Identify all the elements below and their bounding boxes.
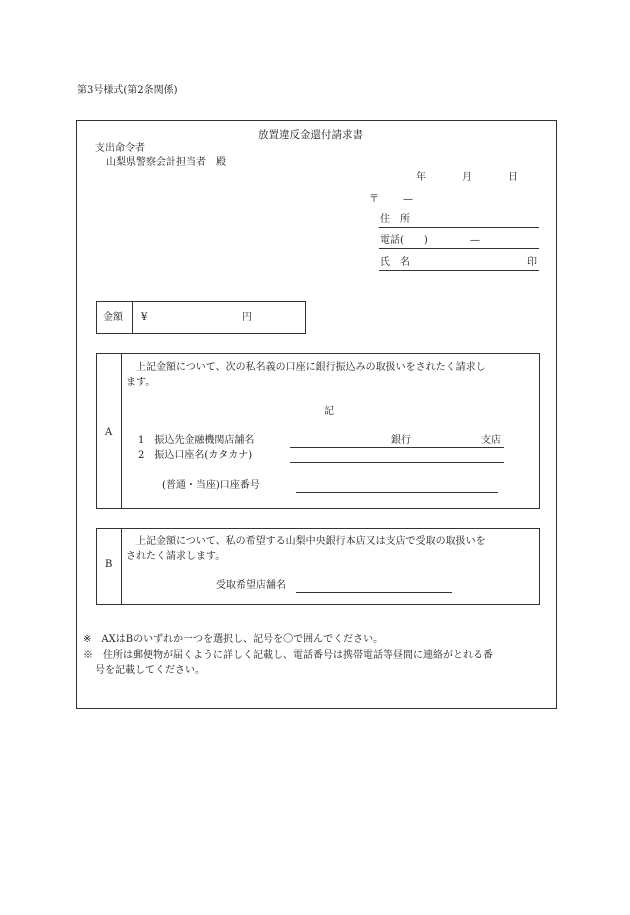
- amount-label: 金額: [103, 312, 123, 323]
- branch-suffix: 支店: [481, 435, 501, 446]
- seal-mark: 印: [527, 257, 537, 268]
- section-b-text-line2: されたく請求します。: [126, 551, 226, 562]
- form-number: 第3号様式(第2条関係): [77, 85, 178, 96]
- account-number-field-line[interactable]: [296, 492, 498, 493]
- bank-branch-field-line[interactable]: [290, 447, 504, 448]
- note-2-line2: 号を記載してください。: [95, 665, 205, 676]
- address-label: 住 所: [380, 214, 410, 225]
- addressee-name: 山梨県警察会計担当者 殿: [106, 157, 226, 168]
- account-name-label: 2 振込口座名(カタカナ): [138, 450, 253, 461]
- section-a-ki: 記: [324, 406, 334, 417]
- pickup-branch-label: 受取希望店舗名: [216, 580, 286, 591]
- note-2-line1: ※ 住所は郵便物が届くように詳しく記載し、電話番号は携帯電話等昼間に連絡がとれる番: [83, 650, 493, 661]
- postal-dash: —: [403, 194, 413, 205]
- amount-unit: 円: [242, 312, 252, 323]
- document-title: 放置違反金還付請求書: [258, 129, 363, 141]
- amount-input-area[interactable]: [152, 306, 238, 326]
- addressee-role: 支出命令者: [95, 143, 145, 154]
- phone-dash: —: [470, 235, 480, 246]
- section-a-text-line1: 上記金額について、次の私名義の口座に銀行振込みの取扱いをされたく請求し: [136, 362, 486, 373]
- section-b-divider: [121, 529, 122, 604]
- section-b-text-line1: 上記金額について、私の希望する山梨中央銀行本店又は支店で受取の取扱いを: [136, 536, 486, 547]
- account-name-field-line[interactable]: [290, 462, 504, 463]
- amount-divider: [132, 302, 133, 333]
- phone-label: 電話( ): [380, 235, 428, 246]
- phone-field-line[interactable]: [379, 248, 539, 249]
- address-field-line[interactable]: [379, 227, 539, 228]
- date-year-label: 年: [416, 172, 426, 183]
- account-number-label: (普通・当座)口座番号: [162, 480, 260, 491]
- date-month-label: 月: [462, 172, 472, 183]
- note-1: ※ AXはBのいずれか一つを選択し、記号を〇で囲んでください。: [83, 634, 384, 645]
- section-a-marker[interactable]: A: [105, 427, 113, 438]
- date-day-label: 日: [508, 172, 518, 183]
- name-field-line[interactable]: [379, 270, 539, 271]
- pickup-branch-field-line[interactable]: [296, 592, 452, 593]
- currency-symbol: ¥: [141, 312, 148, 323]
- section-a-text-line2: ます。: [126, 377, 156, 388]
- section-a-divider: [121, 354, 122, 508]
- name-label: 氏 名: [380, 257, 410, 268]
- bank-suffix: 銀行: [391, 435, 411, 446]
- postal-mark: 〒: [369, 194, 379, 205]
- section-b-marker[interactable]: B: [105, 559, 113, 570]
- bank-branch-label: 1 振込先金融機関店舗名: [138, 435, 255, 446]
